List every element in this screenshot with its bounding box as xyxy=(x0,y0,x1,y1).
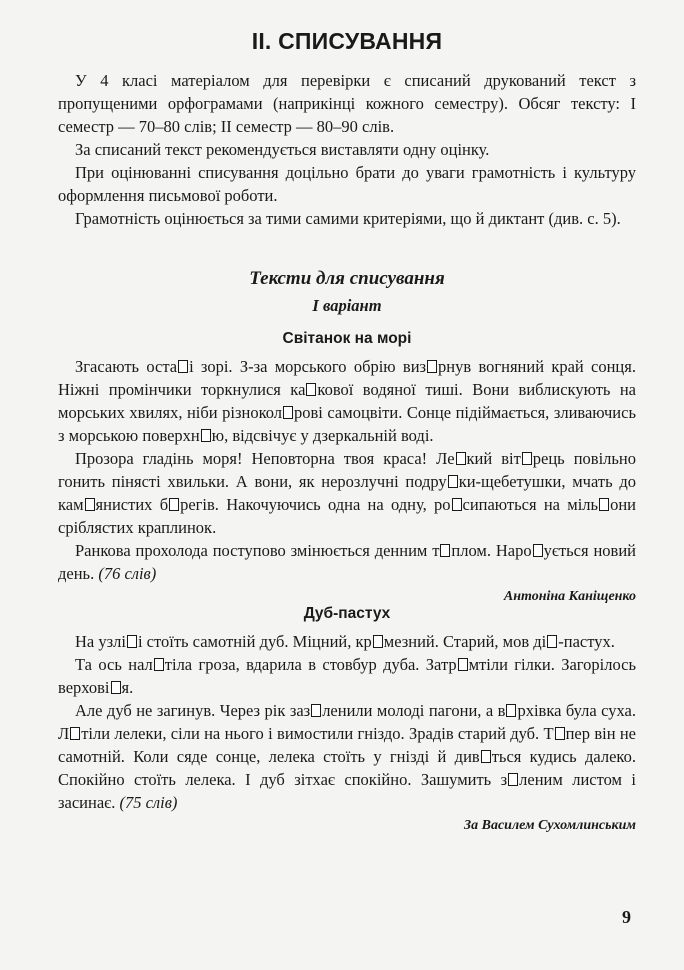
text2-word-count: (75 слів) xyxy=(119,793,178,812)
text1-paragraph: Прозора гладінь моря! Неповторна твоя краса! Ле кий віт рець повільно гонить пінясті хвильки. А вони, як нерозлучні подру ки-щебетушки, мчать до кам янистих б регів. Накочуючись одна на одну, ро сипаються на міль они сріблястих краплинок. xyxy=(58,449,636,537)
missing-letter-box xyxy=(547,635,557,648)
missing-letter-box xyxy=(70,727,80,740)
text2-paragraph-text: Але дуб не загинув. Через рік заз ленили молоді пагони, а в рхівка була суха. Л тіли лелеки, сіли на нього і вимостили гніздо. Зрадів старий дуб. Т пер він не самотній. Коли сяде сонце, лелека стоїть у гнізді й див ться кудись далеко. Спокійно стоїть лелека. І дуб зітхає спокійно. Зашумить з леним листом і засинає. xyxy=(58,701,637,812)
page-number: 9 xyxy=(622,907,631,927)
missing-letter-box xyxy=(111,681,121,694)
missing-letter-box xyxy=(311,704,321,717)
intro-paragraph: У 4 класі матеріалом для перевірки є списаний друкований текст з пропущеними орфограмами (наприкінці кожного семестру). Обсяг тексту: І семестр — 70–80 слів; ІІ семестр — 80–90 слів. xyxy=(58,71,636,136)
intro-paragraph: Грамотність оцінюється за тими самими критеріями, що й диктант (див. с. 5). xyxy=(75,209,621,228)
missing-letter-box xyxy=(178,360,188,373)
text2-author: За Василем Сухомлинським xyxy=(463,818,636,833)
missing-letter-box xyxy=(283,406,293,419)
text2-title: Дуб-пастух xyxy=(303,605,391,622)
missing-letter-box xyxy=(440,544,450,557)
section-title: ІІ. СПИСУВАННЯ xyxy=(251,28,443,54)
variant-label: І варіант xyxy=(312,296,382,315)
missing-letter-box xyxy=(522,452,532,465)
missing-letter-box xyxy=(481,750,491,763)
missing-letter-box xyxy=(599,498,609,511)
missing-letter-box xyxy=(555,727,565,740)
missing-letter-box xyxy=(306,383,316,396)
text1-author: Антоніна Каніщенко xyxy=(503,589,636,604)
text1-paragraph: Згасають оста і зорі. З-за морського обрію виз рнув вогняний край сонця. Ніжні промінчики торкнулися ка кової водяної тиші. Вони виблискують на морських хвилях, ніби різнокол рові самоцвіти. Сонце підіймається, зливаючись з морською поверхн ю, відсвічує у дзеркальній воді. xyxy=(58,357,637,445)
text2-last-paragraph xyxy=(58,699,636,814)
missing-letter-box xyxy=(456,452,466,465)
intro-paragraph: При оцінюванні списування доцільно брати до уваги грамотність і культуру оформлення письмової роботи. xyxy=(58,163,636,205)
missing-letter-box xyxy=(373,635,383,648)
text2-paragraph: На узлі і стоїть самотній дуб. Міцний, кр мезний. Старий, мов ді -пастух. xyxy=(75,632,615,651)
page-content xyxy=(58,28,636,834)
missing-letter-box xyxy=(458,658,468,671)
text1-title: Світанок на морі xyxy=(282,330,412,347)
missing-letter-box xyxy=(169,498,179,511)
texts-heading: Тексти для списування xyxy=(249,268,445,289)
text1-paragraph-text: Ранкова прохолода поступово змінюється денним т плом. Наро ується новий день. xyxy=(58,541,636,583)
text1-word-count: (76 слів) xyxy=(98,564,157,583)
missing-letter-box xyxy=(533,544,543,557)
intro-paragraph: За списаний текст рекомендується виставляти одну оцінку. xyxy=(75,140,490,159)
text1-last-paragraph xyxy=(58,539,636,585)
missing-letter-box xyxy=(508,773,518,786)
missing-letter-box xyxy=(427,360,437,373)
missing-letter-box xyxy=(154,658,164,671)
missing-letter-box xyxy=(452,498,462,511)
missing-letter-box xyxy=(127,635,137,648)
missing-letter-box xyxy=(448,475,458,488)
missing-letter-box xyxy=(85,498,95,511)
text2-paragraph: Та ось нал тіла гроза, вдарила в стовбур дуба. Затр мтіли гілки. Загорілось верхові я. xyxy=(58,655,636,697)
missing-letter-box xyxy=(201,429,211,442)
missing-letter-box xyxy=(506,704,516,717)
